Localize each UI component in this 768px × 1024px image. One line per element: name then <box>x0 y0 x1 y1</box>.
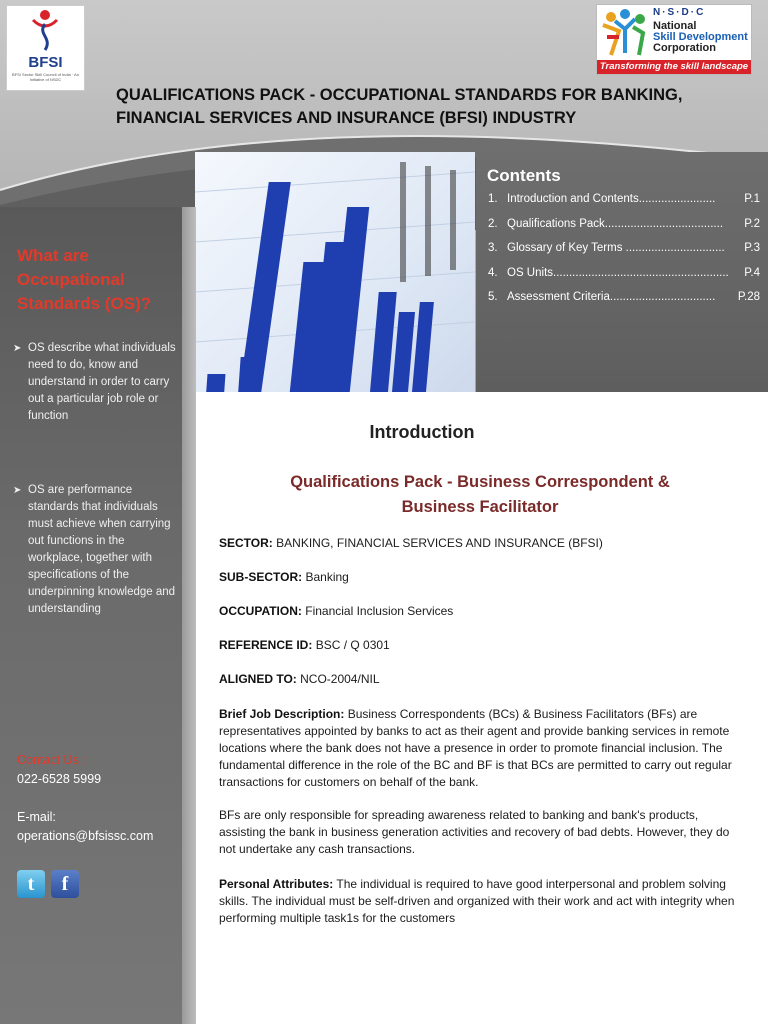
field-value: NCO-2004/NIL <box>300 672 380 686</box>
field-label: SUB-SECTOR: <box>219 570 303 584</box>
nsdc-tagline: Transforming the skill landscape <box>597 60 751 74</box>
arrow-bullet-icon: ➤ <box>13 485 22 496</box>
nsdc-logo <box>596 4 752 75</box>
arrow-bullet-icon: ➤ <box>13 343 22 354</box>
bf-description: BFs are only responsible for spreading awareness related to banking and bank's products, assisting the bank in business generation activities and recovery of bad debts. However, they do not undertake any cash transactions. <box>219 808 730 856</box>
bfsi-logo-subtext: BFSI Sector Skill Council of India · An Initiative of NSDC <box>12 72 79 82</box>
field-value: Banking <box>305 570 349 584</box>
field-row <box>219 638 739 652</box>
qualifications-pack-title <box>266 470 694 520</box>
contact-label: Contact Us : <box>17 753 86 767</box>
bfsi-figure-icon <box>7 6 84 54</box>
contents-item-page: P.2 <box>744 217 760 230</box>
nsdc-name <box>653 21 748 54</box>
contents-panel <box>476 152 768 392</box>
field-row <box>219 672 739 686</box>
sidebar-heading-line2: Occupational <box>17 270 125 289</box>
job-description-label: Brief Job Description: <box>219 707 345 721</box>
contact-phone: 022-6528 5999 <box>17 772 102 786</box>
contents-item-label: Glossary of Key Terms ............................... <box>507 242 725 255</box>
personal-attributes-text: The individual is required to have good interpersonal and problem solving skills. The individual must be self-driven and organized with their work and act with integrity when performing multiple task1s for the customers <box>219 877 735 925</box>
contents-item-num: 4. <box>488 266 498 279</box>
sidebar-bullet-text: OS describe what individuals need to do, know and understand in order to carry out a particular job role or function <box>28 342 176 422</box>
contents-item[interactable] <box>488 242 760 267</box>
page-title-line1: QUALIFICATIONS PACK - OCCUPATIONAL STANDARDS FOR BANKING, <box>116 86 683 104</box>
bar-chart-photo <box>195 152 475 392</box>
contents-item-label: OS Units....................................................... <box>507 266 729 279</box>
field-value: Financial Inclusion Services <box>305 604 454 618</box>
page-title-line2: FINANCIAL SERVICES AND INSURANCE (BFSI) INDUSTRY <box>116 109 577 127</box>
contents-item[interactable] <box>488 291 760 316</box>
job-description <box>219 706 739 791</box>
email-link[interactable]: operations@bfsissc.com <box>17 829 154 843</box>
qp-title-line1: Qualifications Pack - Business Correspondent & <box>290 473 670 491</box>
contents-item-page: P.3 <box>744 242 760 255</box>
personal-attributes-label: Personal Attributes: <box>219 877 334 891</box>
sidebar-heading-line3: Standards (OS)? <box>17 294 152 313</box>
contents-item-page: P.1 <box>744 193 760 205</box>
field-label: SECTOR: <box>219 536 273 550</box>
contents-heading: Contents <box>487 166 561 185</box>
nsdc-abbreviation: N·S·D·C <box>653 7 706 18</box>
contents-item-page: P.28 <box>737 291 760 304</box>
nsdc-figures-icon <box>599 7 651 59</box>
sidebar-bullet-text: OS are performance standards that individuals must achieve when carrying out functions in the workplace, together with specifications of the underpinning knowledge and understanding <box>28 484 176 615</box>
contents-item-label: Introduction and Contents........................ <box>507 193 716 205</box>
introduction-heading: Introduction <box>369 422 475 442</box>
main-content <box>196 392 768 1024</box>
facebook-icon[interactable]: f <box>51 870 79 898</box>
contents-item-label: Assessment Criteria................................. <box>507 291 716 304</box>
field-label: OCCUPATION: <box>219 604 302 618</box>
contents-item-num: 5. <box>488 291 498 304</box>
contents-item-num: 2. <box>488 217 498 230</box>
field-row <box>219 604 739 618</box>
qp-title-line2: Business Facilitator <box>401 498 559 516</box>
contents-item-page: P.4 <box>744 266 760 279</box>
contents-item-num: 1. <box>488 193 498 205</box>
contents-item[interactable] <box>488 267 760 292</box>
contents-list <box>488 193 760 316</box>
nsdc-name-line1: National <box>653 20 697 32</box>
job-description-text: Business Correspondents (BCs) & Business Facilitators (BFs) are representatives appointed by banks to act as their agent and provide banking services in remote locations where the bank does not have a presence in order to promote financial inclusion. The fundamental difference in the role of the BC and BF is that BCs are permitted to carry out regular transactions for customers on behalf of the bank. <box>219 707 732 789</box>
email-label: E-mail: <box>17 810 56 824</box>
bfsi-logo-text: BFSI <box>28 54 63 71</box>
field-label: REFERENCE ID: <box>219 638 313 652</box>
twitter-icon[interactable]: t <box>17 870 45 898</box>
sidebar-heading <box>17 244 177 316</box>
contents-item[interactable] <box>488 193 760 218</box>
page-title <box>116 84 696 130</box>
bar-chart-graphic <box>195 152 475 392</box>
field-value: BSC / Q 0301 <box>315 638 390 652</box>
field-row <box>219 570 739 584</box>
field-label: ALIGNED TO: <box>219 672 297 686</box>
sidebar-edge <box>182 207 196 1024</box>
contents-item-num: 3. <box>488 242 498 255</box>
nsdc-name-line3: Corporation <box>653 42 716 54</box>
bfsi-logo <box>6 5 85 91</box>
sidebar-heading-line1: What are <box>17 246 89 265</box>
contents-item-label: Qualifications Pack..................................... <box>507 217 724 230</box>
sidebar <box>0 207 182 1024</box>
contents-item[interactable] <box>488 218 760 243</box>
field-row <box>219 536 739 550</box>
personal-attributes <box>219 876 739 927</box>
field-value: BANKING, FINANCIAL SERVICES AND INSURANCE (BFSI) <box>276 536 603 550</box>
nsdc-name-line2: Skill Development <box>653 31 748 43</box>
